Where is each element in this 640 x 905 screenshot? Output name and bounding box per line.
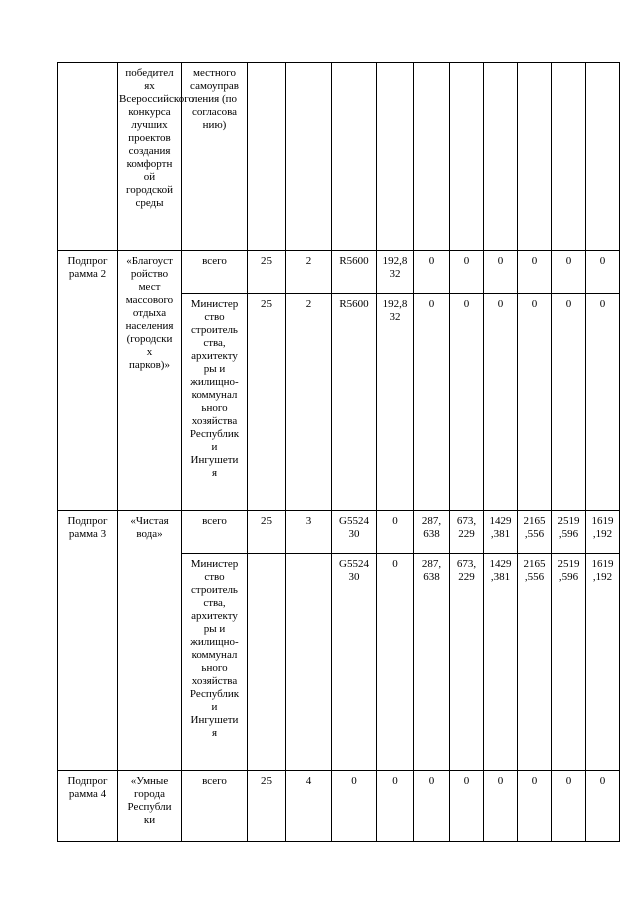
- value-cell: 25: [248, 771, 286, 842]
- value-cell: 0: [586, 771, 620, 842]
- value-cell: 673, 229: [450, 511, 484, 554]
- value-cell: 0: [414, 251, 450, 294]
- value-cell: [286, 554, 332, 771]
- value-cell: 0: [450, 294, 484, 511]
- value-cell: 0: [586, 294, 620, 511]
- value-cell: [377, 63, 414, 251]
- value-cell: 0: [518, 294, 552, 511]
- executor-cell: Министер ство строитель ства, архитекту ры и жилищно- коммунал ьного хозяйства Республик и Ингушети я: [182, 554, 248, 771]
- value-cell: 0: [377, 511, 414, 554]
- value-cell: 0: [586, 251, 620, 294]
- value-cell: [248, 554, 286, 771]
- value-cell: 4: [286, 771, 332, 842]
- value-cell: [286, 63, 332, 251]
- value-cell: 0: [552, 251, 586, 294]
- value-cell: 287, 638: [414, 554, 450, 771]
- table-row: [58, 771, 620, 842]
- executor-cell: местного самоуправ ления (по согласова нию): [182, 63, 248, 251]
- executor-cell: всего: [182, 771, 248, 842]
- value-cell: 2519 ,596: [552, 554, 586, 771]
- value-cell: 192,8 32: [377, 294, 414, 511]
- value-cell: 0: [518, 251, 552, 294]
- value-cell: G5524 30: [332, 511, 377, 554]
- value-cell: 1429 ,381: [484, 511, 518, 554]
- value-cell: 0: [552, 294, 586, 511]
- value-cell: 0: [450, 251, 484, 294]
- value-cell: 0: [518, 771, 552, 842]
- value-cell: [248, 63, 286, 251]
- value-cell: 0: [377, 554, 414, 771]
- value-cell: 0: [377, 771, 414, 842]
- value-cell: 0: [414, 771, 450, 842]
- subprogram-name: «Умные города Республи ки: [118, 771, 182, 842]
- subprogram-name: «Чистая вода»: [118, 511, 182, 771]
- value-cell: [450, 63, 484, 251]
- value-cell: 25: [248, 294, 286, 511]
- value-cell: 2519 ,596: [552, 511, 586, 554]
- value-cell: 2165 ,556: [518, 511, 552, 554]
- value-cell: 192,8 32: [377, 251, 414, 294]
- value-cell: [552, 63, 586, 251]
- table-row: [58, 251, 620, 294]
- budget-table: [57, 62, 620, 842]
- value-cell: [518, 63, 552, 251]
- value-cell: 2: [286, 251, 332, 294]
- value-cell: 0: [332, 771, 377, 842]
- subprogram-cell: [58, 63, 118, 251]
- subprogram-label: Подпрог рамма 2: [58, 251, 118, 511]
- value-cell: 3: [286, 511, 332, 554]
- value-cell: 0: [552, 771, 586, 842]
- value-cell: 0: [450, 771, 484, 842]
- value-cell: G5524 30: [332, 554, 377, 771]
- value-cell: 1619 ,192: [586, 511, 620, 554]
- executor-cell: всего: [182, 251, 248, 294]
- table-row: [58, 511, 620, 554]
- value-cell: 2: [286, 294, 332, 511]
- executor-cell: всего: [182, 511, 248, 554]
- value-cell: 25: [248, 251, 286, 294]
- value-cell: 1429 ,381: [484, 554, 518, 771]
- value-cell: 0: [484, 294, 518, 511]
- value-cell: [414, 63, 450, 251]
- value-cell: 0: [484, 771, 518, 842]
- name-cell: победител ях Всероссийского конкурса лучших проектов создания комфортн ой городской среды: [118, 63, 182, 251]
- value-cell: [586, 63, 620, 251]
- value-cell: R5600: [332, 251, 377, 294]
- value-cell: 1619 ,192: [586, 554, 620, 771]
- value-cell: R5600: [332, 294, 377, 511]
- subprogram-label: Подпрог рамма 3: [58, 511, 118, 771]
- value-cell: 0: [484, 251, 518, 294]
- value-cell: [332, 63, 377, 251]
- table-row: [58, 63, 620, 251]
- value-cell: [484, 63, 518, 251]
- executor-cell: Министер ство строитель ства, архитекту ры и жилищно- коммунал ьного хозяйства Республик и Ингушети я: [182, 294, 248, 511]
- value-cell: 25: [248, 511, 286, 554]
- value-cell: 287, 638: [414, 511, 450, 554]
- value-cell: 673, 229: [450, 554, 484, 771]
- value-cell: 0: [414, 294, 450, 511]
- subprogram-name: «Благоуст ройство мест массового отдыха населения (городски х парков)»: [118, 251, 182, 511]
- value-cell: 2165 ,556: [518, 554, 552, 771]
- subprogram-label: Подпрог рамма 4: [58, 771, 118, 842]
